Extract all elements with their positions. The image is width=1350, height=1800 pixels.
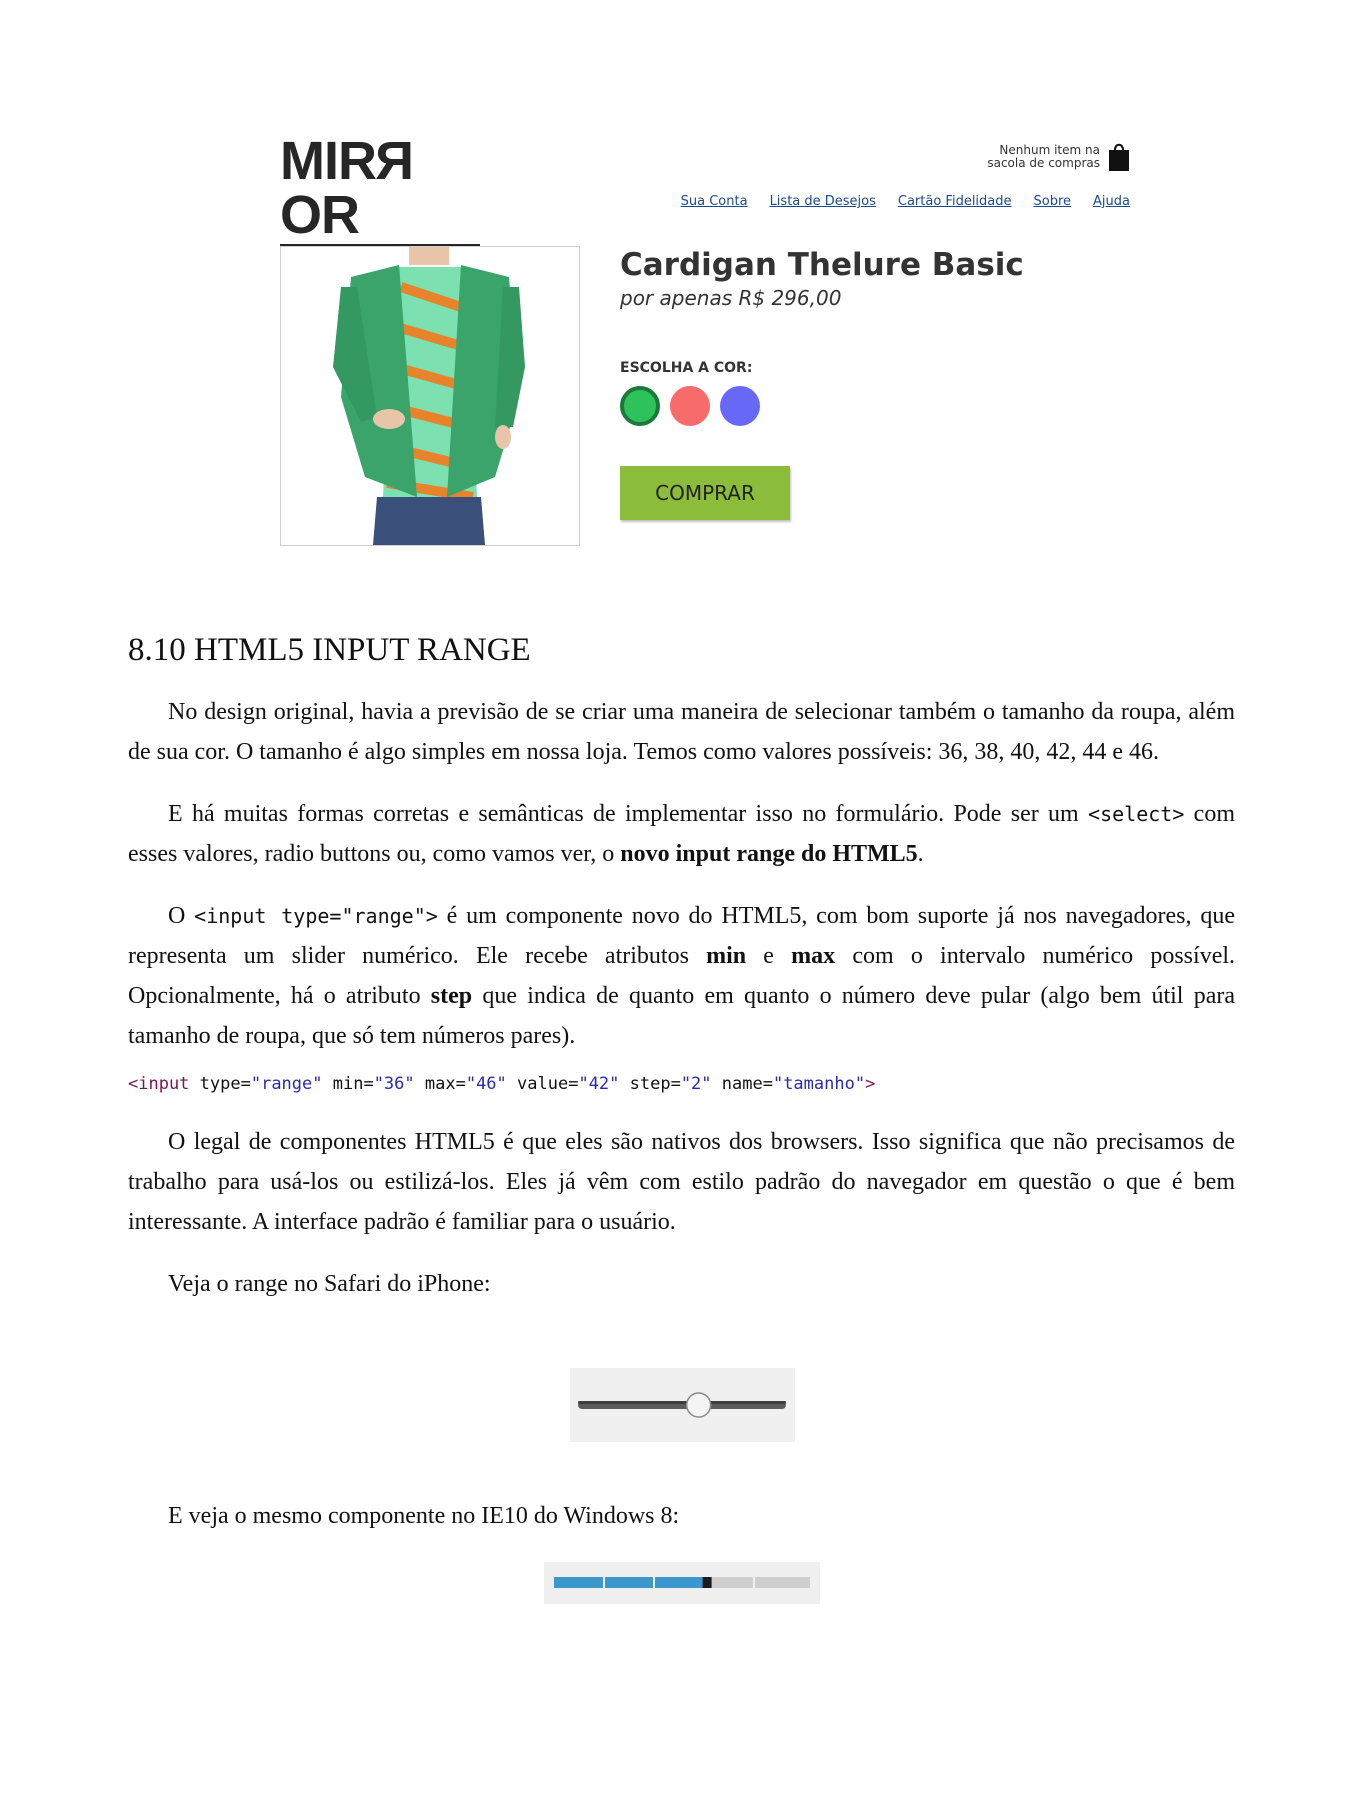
inline-code-select: <select>	[1088, 802, 1185, 826]
buy-button[interactable]: COMPRAR	[620, 466, 790, 520]
nav-ajuda[interactable]: Ajuda	[1093, 194, 1130, 209]
color-swatch-red[interactable]	[670, 386, 710, 426]
bold-max: max	[791, 943, 836, 969]
color-swatch-green[interactable]	[620, 386, 660, 426]
paragraph-6: E veja o mesmo componente no IE10 do Windows 8:	[168, 1503, 680, 1529]
document-body	[128, 630, 1235, 1326]
paragraph-1: No design original, havia a previsão de se criar uma maneira de selecionar também o tamanho da roupa, além de sua cor. O tamanho é algo simples em nossa loja. Temos como valores possíveis: 36, 38, 40, 42, 44 e 46.	[128, 699, 1235, 765]
bold-min: min	[706, 943, 747, 969]
color-options	[620, 386, 1130, 426]
product-info	[620, 246, 1130, 520]
code-snippet: <input type="range" min="36" max="46" value="42" step="2" name="tamanho">	[128, 1074, 876, 1094]
product-screenshot	[280, 120, 1130, 560]
slider-thumb	[687, 1393, 711, 1417]
iphone-range-figure	[570, 1368, 795, 1442]
color-swatch-blue[interactable]	[720, 386, 760, 426]
section-heading: 8.10 HTML5 INPUT RANGE	[128, 632, 531, 668]
paragraph-2: E há muitas formas corretas e semânticas de implementar isso no formulário. Pode ser um <select> com esses valores, radio buttons ou, como vamos ver, o novo input range do HTML5.	[128, 801, 1236, 867]
bold-step: step	[430, 983, 473, 1009]
logo-wordmark: MIRROR	[280, 131, 414, 245]
top-nav	[681, 194, 1130, 209]
product-photo	[280, 246, 580, 546]
slider-fill	[554, 1577, 708, 1588]
cart-summary[interactable]	[960, 142, 1130, 172]
nav-sobre[interactable]: Sobre	[1033, 194, 1072, 209]
paragraph-5: Veja o range no Safari do iPhone:	[168, 1271, 491, 1297]
bold-text: novo input range do HTML5	[620, 841, 918, 867]
nav-cartao-fidelidade[interactable]: Cartão Fidelidade	[897, 194, 1012, 209]
cart-status-text: Nenhum item na sacola de compras	[987, 143, 1100, 170]
color-label: ESCOLHA A COR:	[620, 360, 753, 376]
paragraph-3: O <input type="range"> é um componente novo do HTML5, com bom suporte já nos navegadores, que representa um slider numérico. Ele recebe atributos min e max com o intervalo numérico possível. Opcionalmente, há o atributo step que indica de quanto em quanto o número deve pular (algo bem útil para tamanho de roupa, que só tem números pares).	[128, 903, 1236, 1049]
inline-code-input: <input type="range">	[194, 904, 438, 928]
paragraph-4: O legal de componentes HTML5 é que eles são nativos dos browsers. Isso significa que não precisamos de trabalho para usá-los ou estilizá-los. Eles já vêm com estilo padrão do navegador em questão o que é bem interessante. A interface padrão é familiar para o usuário.	[128, 1129, 1235, 1235]
nav-lista-de-desejos[interactable]: Lista de Desejos	[769, 194, 876, 209]
slider-thumb	[703, 1577, 712, 1588]
product-title: Cardigan Thelure Basic	[620, 247, 1024, 283]
nav-sua-conta[interactable]: Sua Conta	[680, 194, 748, 209]
ie10-range-figure	[544, 1562, 820, 1604]
shopping-bag-icon[interactable]	[1108, 142, 1130, 172]
product-price: por apenas R$ 296,00	[620, 286, 842, 310]
